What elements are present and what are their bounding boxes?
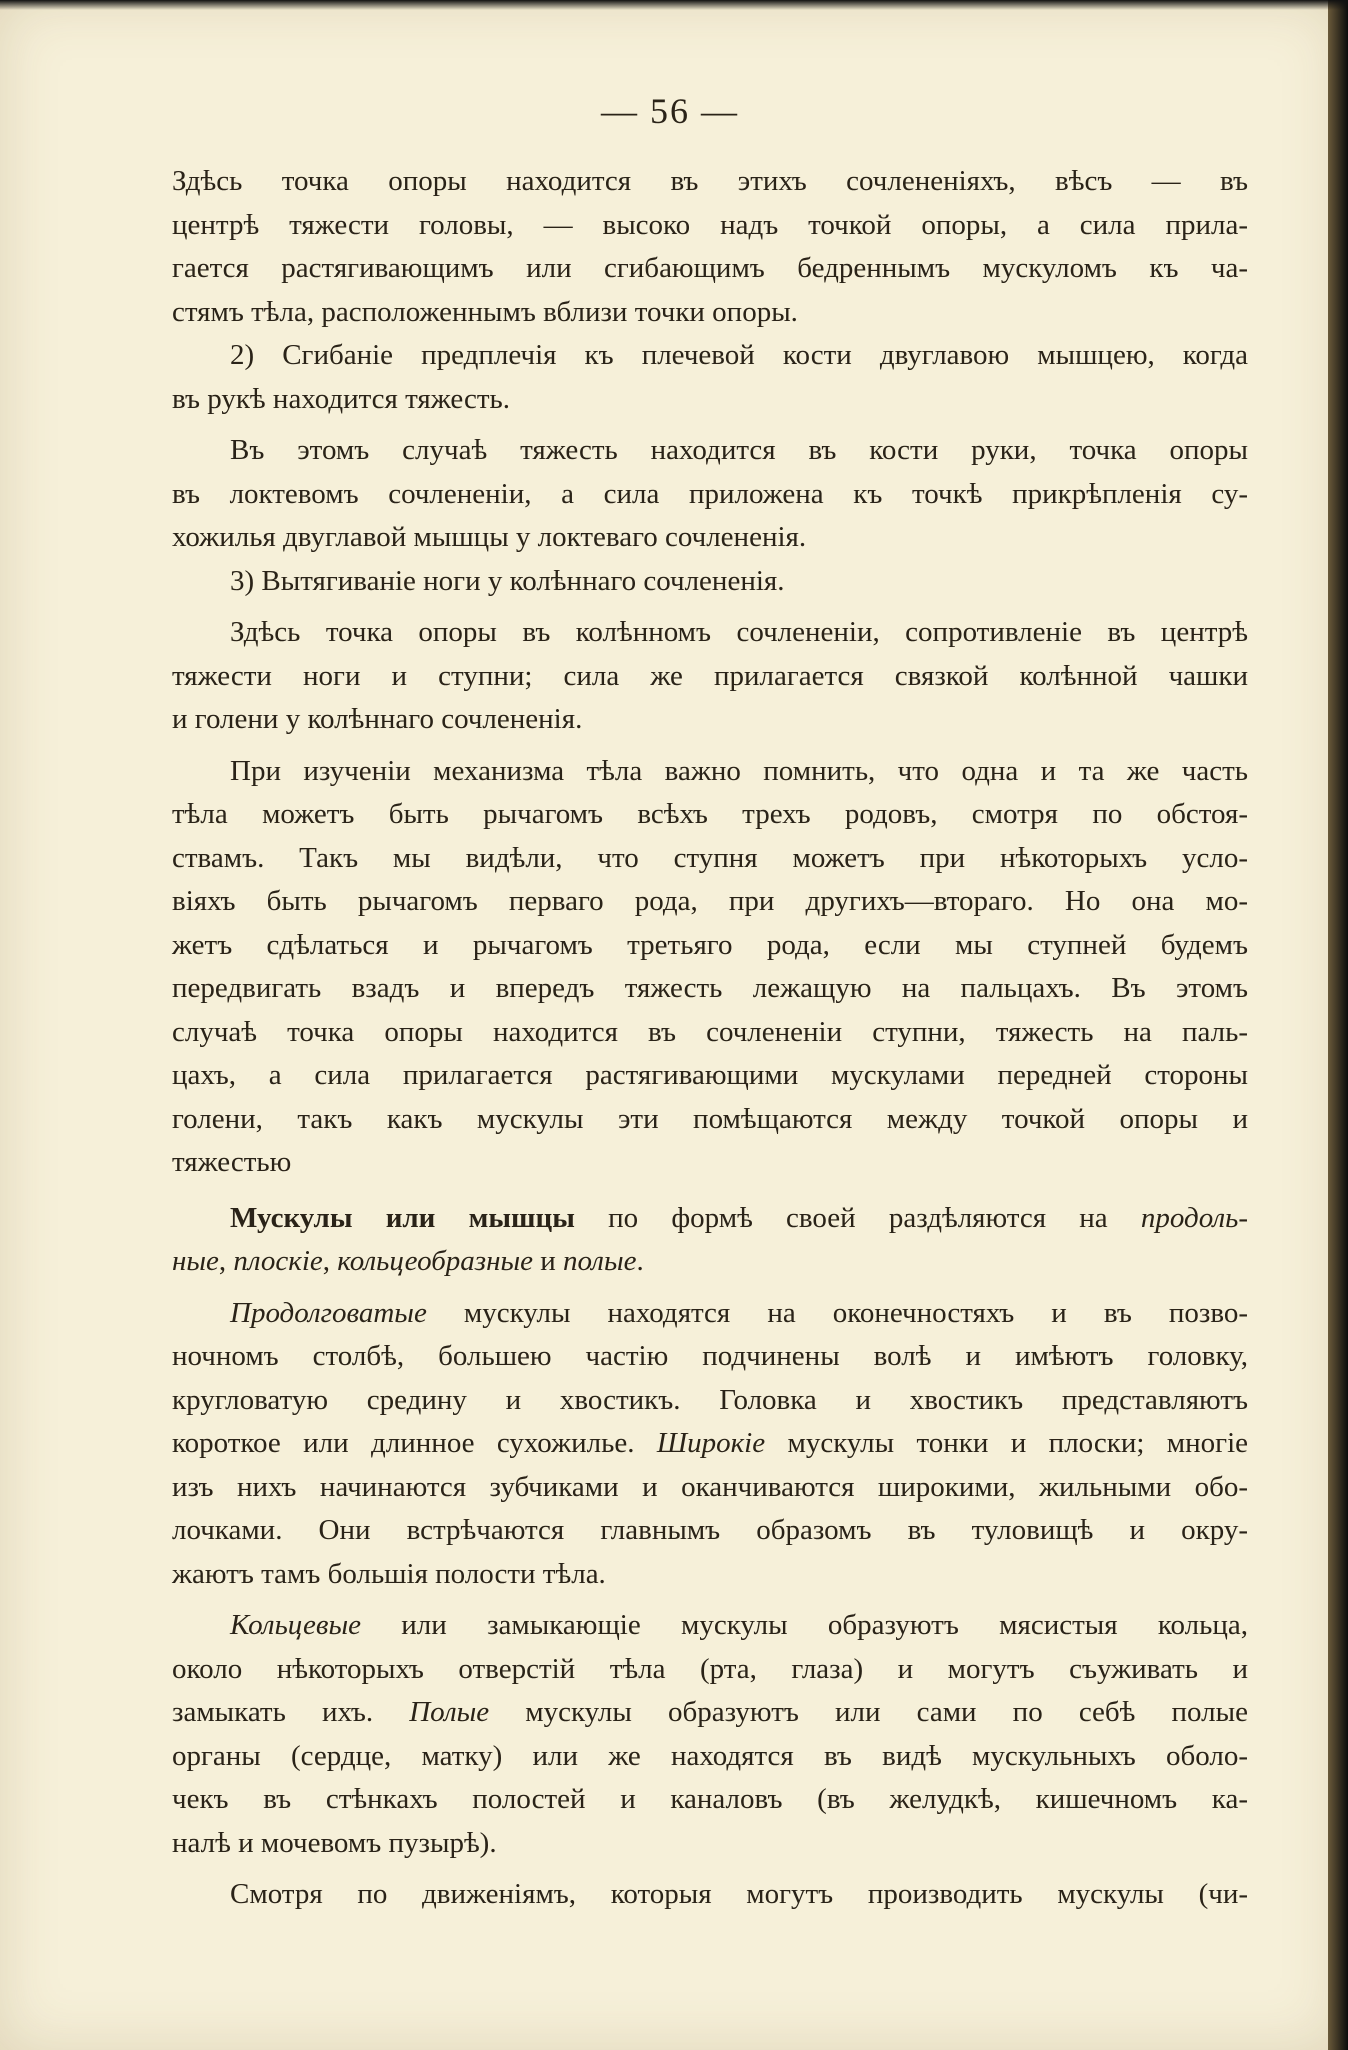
- text-line: гается растягивающимъ или сгибающимъ бедреннымъ мускуломъ къ ча-: [172, 252, 1248, 284]
- text-run: мускулы тонки и плоски; многіе: [765, 1427, 1249, 1459]
- text-line: тѣла можетъ быть рычагомъ всѣхъ трехъ родовъ, смотря по обстоя-: [172, 798, 1248, 830]
- text-run: короткое или длинное сухожилье.: [172, 1427, 657, 1459]
- text-line: передвигать взадъ и впередъ тяжесть лежащую на пальцахъ. Въ этомъ: [172, 972, 1248, 1004]
- text-line: хожилья двуглавой мышцы у локтеваго сочлененія.: [172, 521, 807, 553]
- text-line: [172, 1197, 1248, 1241]
- text-line: тяжести ноги и ступни; сила же прилагается связкой колѣнной чашки: [172, 659, 1248, 692]
- text-line: случаѣ точка опоры находится въ сочлененіи ступни, тяжесть на паль-: [172, 1015, 1248, 1048]
- text-run: или замыкающіе мускулы образуютъ мясистыя кольца,: [360, 1609, 1248, 1641]
- text-line: жетъ сдѣлаться и рычагомъ третьяго рода, если мы ступней будемъ: [172, 928, 1248, 961]
- italic-term: продоль-: [1140, 1201, 1248, 1234]
- italic-term: плоскіе: [233, 1245, 323, 1277]
- italic-term: полые: [563, 1245, 637, 1277]
- text-line: ствамъ. Такъ мы видѣли, что ступня можетъ при нѣкоторыхъ усло-: [172, 841, 1248, 874]
- text-line: [172, 1604, 1248, 1648]
- text-line: Здѣсь точка опоры находится въ этихъ сочлененіяхъ, вѣсъ — въ: [172, 165, 1248, 197]
- text-line: въ рукѣ находится тяжесть.: [172, 382, 511, 415]
- text-line: [172, 1422, 1248, 1466]
- text-run: замыкать ихъ.: [172, 1696, 410, 1728]
- italic-term: Кольцевые: [230, 1609, 361, 1641]
- text-line: [172, 1240, 1248, 1284]
- text-run: .: [636, 1245, 644, 1277]
- text-line: органы (сердце, матку) или же находятся въ видѣ мускульныхъ оболо-: [172, 1739, 1248, 1772]
- text-line: [172, 1691, 1248, 1735]
- text-run: и: [533, 1245, 564, 1277]
- text-run: мускулы находятся на оконечностяхъ и въ позво-: [426, 1296, 1248, 1329]
- text-line: изъ нихъ начинаются зубчиками и оканчиваются широкими, жильными обо-: [172, 1470, 1248, 1503]
- text-line: Здѣсь точка опоры въ колѣнномъ сочлененіи, сопротивленіе въ центрѣ: [230, 616, 1248, 648]
- text-line: въ локтевомъ сочлененіи, а сила приложена къ точкѣ прикрѣпленія су-: [172, 477, 1248, 510]
- italic-term: Полые: [409, 1696, 490, 1728]
- text-line: центрѣ тяжести головы, — высоко надъ точкой опоры, а сила прила-: [172, 208, 1248, 241]
- text-line: и голени у колѣннаго сочлененія.: [172, 703, 583, 735]
- body-text: [172, 160, 1248, 1917]
- text-line: стямъ тѣла, расположеннымъ вблизи точки опоры.: [172, 295, 798, 328]
- italic-term: Продолговатые: [230, 1296, 427, 1329]
- text-line: лочками. Они встрѣчаются главнымъ образомъ въ туловищѣ и окру-: [172, 1514, 1248, 1546]
- text-line: кругловатую средину и хвостикъ. Головка и хвостикъ представляютъ: [172, 1383, 1248, 1416]
- italic-term: кольцеобразные: [337, 1245, 533, 1277]
- text-line: 3) Вытягиваніе ноги у колѣннаго сочлененія.: [230, 564, 785, 597]
- text-line: налѣ и мочевомъ пузырѣ).: [172, 1826, 497, 1859]
- text-run: мускулы образуютъ или сами по себѣ полые: [489, 1696, 1248, 1728]
- page-edge-shadow: [1328, 0, 1348, 2050]
- italic-term: ные: [172, 1245, 219, 1277]
- text-line: Смотря по движеніямъ, которыя могутъ производить мускулы (чи-: [230, 1878, 1248, 1910]
- text-run: по формѣ своей раздѣляются на: [574, 1201, 1141, 1234]
- text-run: ,: [322, 1245, 338, 1277]
- text-line: При изученіи механизма тѣла важно помнить, что одна и та же часть: [230, 754, 1248, 787]
- text-line: [172, 1292, 1248, 1336]
- bold-term: Мускулы или мышцы: [230, 1201, 575, 1234]
- text-line: голени, такъ какъ мускулы эти помѣщаются между точкой опоры и: [172, 1102, 1248, 1135]
- text-line: жаютъ тамъ большія полости тѣла.: [172, 1557, 606, 1590]
- text-line: ночномъ столбѣ, большею частію подчинены волѣ и имѣютъ головку,: [172, 1340, 1248, 1372]
- text-line: 2) Сгибаніе предплечія къ плечевой кости двуглавою мышцею, когда: [230, 339, 1248, 371]
- text-line: тяжестью: [172, 1146, 292, 1178]
- text-run: ,: [218, 1245, 234, 1277]
- text-line: віяхъ быть рычагомъ перваго рода, при другихъ—втораго. Но она мо-: [172, 885, 1248, 917]
- italic-term: Широкіе: [656, 1427, 766, 1459]
- page-number: — 56 —: [601, 91, 739, 131]
- text-line: цахъ, а сила прилагается растягивающими мускулами передней стороны: [172, 1059, 1248, 1091]
- page-top-shadow: [0, 0, 1348, 10]
- text-line: около нѣкоторыхъ отверстій тѣла (рта, глаза) и могутъ съуживать и: [172, 1652, 1248, 1685]
- text-line: Въ этомъ случаѣ тяжесть находится въ кости руки, точка опоры: [230, 434, 1248, 466]
- text-line: чекъ въ стѣнкахъ полостей и каналовъ (въ желудкѣ, кишечномъ ка-: [172, 1783, 1248, 1815]
